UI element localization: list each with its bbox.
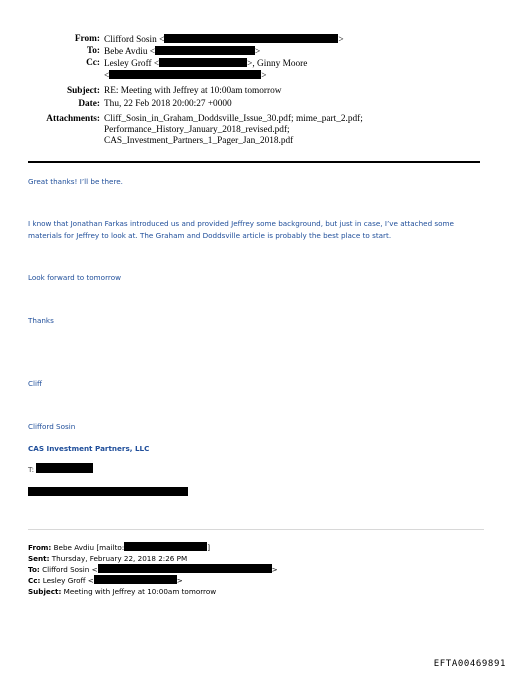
forwarded-cc: Cc: Lesley Groff < > [28, 576, 183, 585]
redaction-block [159, 58, 247, 67]
redaction-block [28, 487, 188, 496]
subject-label: Subject: [66, 86, 100, 96]
attachment-item: Performance_History_January_2018_revised.pdf; [104, 125, 290, 135]
date-value: Thu, 22 Feb 2018 20:00:27 +0000 [104, 99, 232, 109]
body-paragraph: Cliff [28, 379, 42, 388]
date-label: Date: [78, 99, 100, 109]
redaction-block [124, 542, 207, 551]
body-paragraph: Look forward to tomorrow [28, 273, 121, 282]
to-label: To: [86, 46, 100, 56]
cc-value: Lesley Groff < >, Ginny Moore [104, 59, 308, 69]
redaction-block [164, 34, 338, 43]
forwarded-from: From: Bebe Avdiu [mailto: ] [28, 543, 211, 552]
cc-value-2: < > [104, 71, 267, 81]
attachment-item: CAS_Investment_Partners_1_Pager_Jan_2018.pdf [104, 136, 294, 146]
from-value: Clifford Sosin < > [104, 35, 344, 45]
attachments-label: Attachments: [46, 114, 100, 124]
redaction-block [94, 575, 177, 584]
redaction-block [98, 564, 272, 573]
from-label: From: [74, 34, 100, 44]
forwarded-divider [28, 529, 484, 530]
cc-label: Cc: [86, 58, 100, 68]
forwarded-subject: Subject: Meeting with Jeffrey at 10:00am tomorrow [28, 587, 217, 596]
signature-company: CAS Investment Partners, LLC [28, 444, 150, 453]
redaction-block [155, 46, 255, 55]
forwarded-sent: Sent: Thursday, February 22, 2018 2:26 PM [28, 554, 188, 563]
bates-number: EFTA00469891 [433, 659, 506, 669]
body-paragraph: Great thanks! I’ll be there. [28, 177, 123, 186]
header-divider [28, 161, 480, 163]
body-paragraph: I know that Jonathan Farkas introduced us and provided Jeffrey some background, but just in case, I’ve attached some materials for Jeffrey to look at. The Graham and Doddsville article is probably the best place to start. [28, 219, 454, 240]
forwarded-to: To: Clifford Sosin < > [28, 565, 278, 574]
body-paragraph: Thanks [28, 316, 54, 325]
redaction-block [36, 463, 93, 473]
signature-name: Clifford Sosin [28, 422, 76, 431]
redaction-block [109, 70, 261, 79]
attachment-item: Cliff_Sosin_in_Graham_Doddsville_Issue_30.pdf; mime_part_2.pdf; [104, 114, 363, 124]
subject-value: RE: Meeting with Jeffrey at 10:00am tomorrow [104, 86, 282, 96]
signature-phone: T: [28, 463, 93, 476]
to-value: Bebe Avdiu < > [104, 47, 261, 57]
